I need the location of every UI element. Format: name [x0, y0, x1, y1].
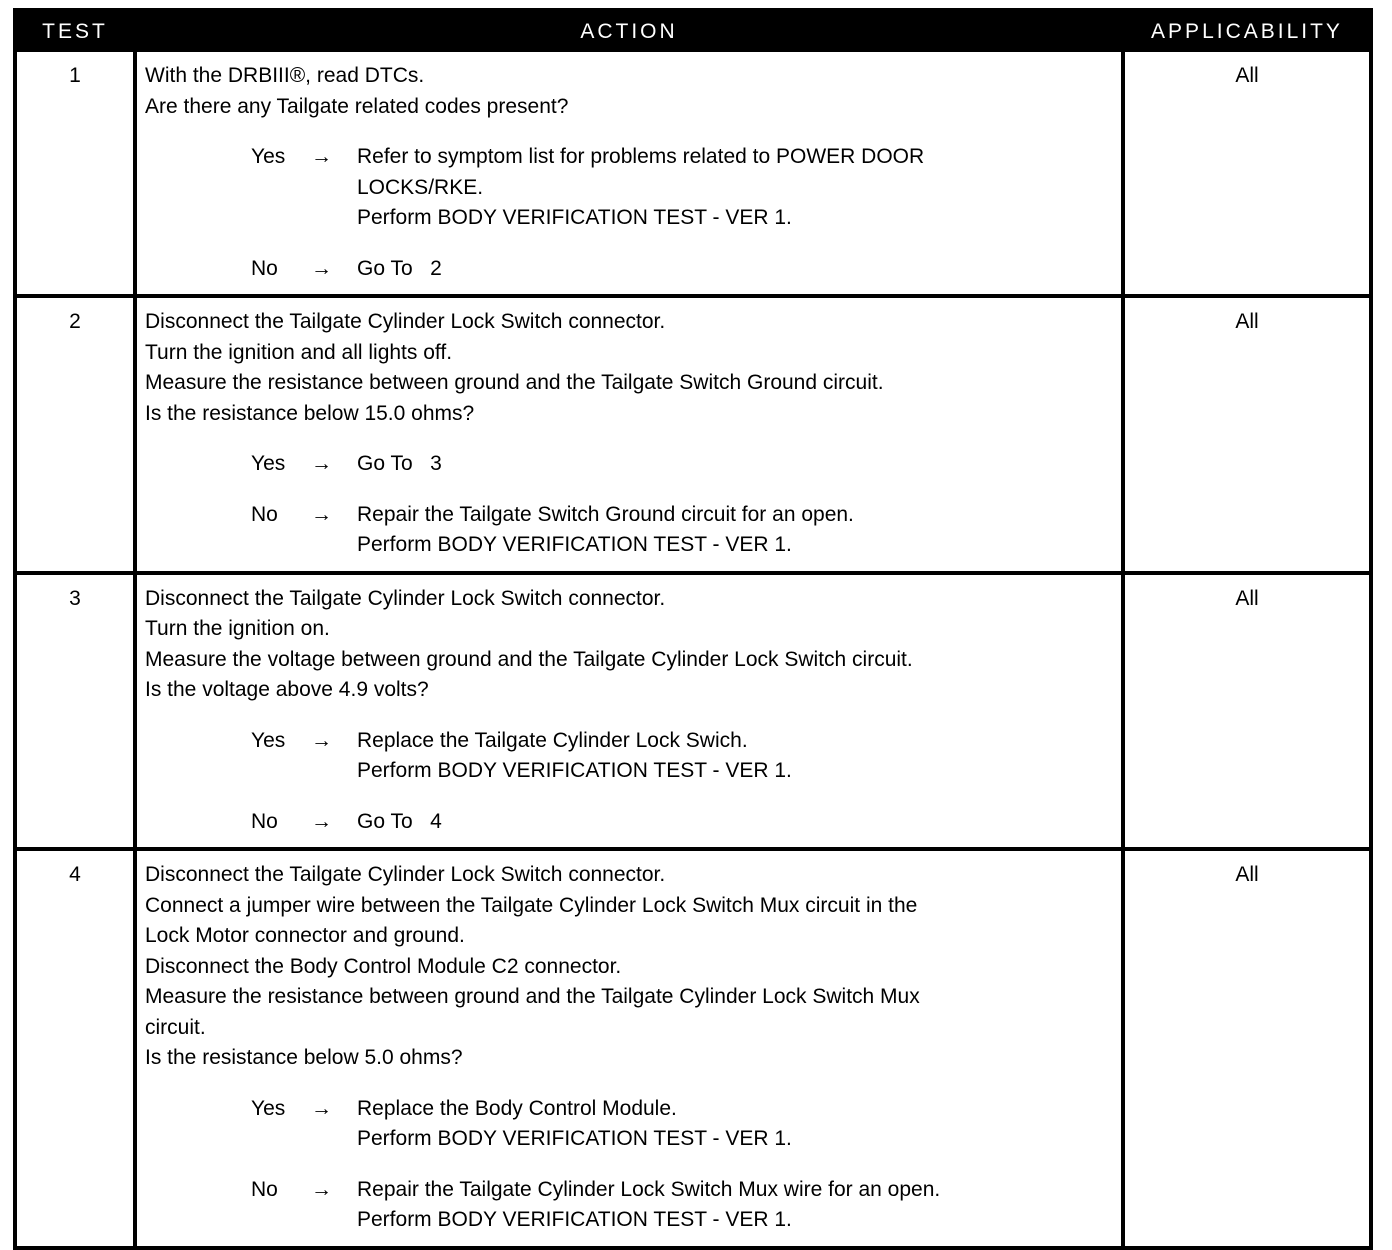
branch-line: Replace the Body Control Module.	[357, 1096, 677, 1120]
arrow-glyph: →	[311, 728, 332, 752]
branch-text	[357, 142, 1113, 234]
branch-line: Perform BODY VERIFICATION TEST - VER 1.	[357, 1208, 792, 1231]
branch-text	[357, 1175, 1113, 1236]
branch-text	[357, 726, 1113, 787]
branch-yes	[145, 726, 1113, 787]
action-cell	[135, 296, 1123, 573]
branch-line: Perform BODY VERIFICATION TEST - VER 1.	[357, 533, 792, 556]
applicability-cell: All	[1123, 849, 1369, 1246]
branch-yes	[145, 142, 1113, 234]
branch-label: No	[251, 256, 278, 280]
action-cell	[135, 849, 1123, 1246]
action-line: Is the resistance below 15.0 ohms?	[145, 401, 475, 425]
arrow-glyph: →	[311, 1177, 332, 1201]
table-header	[17, 12, 1369, 52]
action-line: Disconnect the Tailgate Cylinder Lock Switch connector.	[145, 863, 666, 886]
test-number: 1	[17, 52, 135, 296]
action-line: Is the resistance below 5.0 ohms?	[145, 1046, 463, 1069]
branch-line: Repair the Tailgate Cylinder Lock Switch Mux wire for an open.	[357, 1177, 941, 1201]
action-line: Disconnect the Tailgate Cylinder Lock Switch connector.	[145, 310, 666, 333]
action-line: Disconnect the Body Control Module C2 connector.	[145, 954, 622, 978]
action-line: With the DRBIII®, read DTCs.	[145, 64, 425, 87]
test-table	[17, 12, 1369, 1246]
branch-no	[145, 254, 1113, 285]
header-row	[17, 12, 1369, 52]
action-line: circuit.	[145, 1015, 206, 1039]
branch-line: Go To 4	[357, 809, 442, 833]
branch-yes	[145, 1094, 1113, 1155]
test-number: 3	[17, 573, 135, 850]
branch-text	[357, 449, 1113, 480]
action-cell	[135, 52, 1123, 296]
test-number: 2	[17, 296, 135, 573]
branch-line: Go To 2	[357, 256, 442, 280]
arrow-glyph: →	[311, 1096, 332, 1120]
branch-line: Perform BODY VERIFICATION TEST - VER 1.	[357, 1127, 792, 1150]
header-action: ACTION	[135, 12, 1123, 52]
test-number: 4	[17, 849, 135, 1246]
action-line: Connect a jumper wire between the Tailgate Cylinder Lock Switch Mux circuit in the	[145, 893, 918, 917]
header-applicability: APPLICABILITY	[1123, 12, 1369, 52]
branch-line: Perform BODY VERIFICATION TEST - VER 1.	[357, 206, 792, 229]
applicability-cell: All	[1123, 296, 1369, 573]
branch-no	[145, 807, 1113, 838]
action-line: Measure the resistance between ground and the Tailgate Switch Ground circuit.	[145, 371, 884, 394]
branch-line: Go To 3	[357, 452, 442, 475]
action-line: Turn the ignition and all lights off.	[145, 340, 453, 364]
branch-line: Repair the Tailgate Switch Ground circuit for an open.	[357, 502, 854, 526]
action-line: Measure the voltage between ground and the Tailgate Cylinder Lock Switch circuit.	[145, 647, 913, 671]
arrow-glyph: →	[311, 502, 332, 526]
arrow-glyph: →	[311, 256, 332, 280]
branch-line: Perform BODY VERIFICATION TEST - VER 1.	[357, 759, 792, 782]
branch-label: No	[251, 809, 278, 833]
branch-line: Refer to symptom list for problems related to POWER DOOR	[357, 145, 925, 168]
arrow-glyph: →	[311, 809, 332, 833]
branch-label: Yes	[251, 145, 286, 168]
action-line: Are there any Tailgate related codes present?	[145, 94, 569, 118]
applicability-cell: All	[1235, 64, 1259, 87]
branch-no	[145, 1175, 1113, 1236]
header-test: TEST	[17, 12, 135, 52]
branch-label: Yes	[251, 728, 286, 752]
branch-line: LOCKS/RKE.	[357, 175, 484, 199]
action-line: Measure the resistance between ground and the Tailgate Cylinder Lock Switch Mux	[145, 985, 920, 1008]
action-cell	[135, 573, 1123, 850]
action-line: Turn the ignition on.	[145, 617, 330, 640]
table-row	[17, 573, 1369, 850]
branch-label: Yes	[251, 1096, 286, 1120]
branch-text	[357, 254, 1113, 285]
action-line: Disconnect the Tailgate Cylinder Lock Switch connector.	[145, 586, 666, 610]
branch-label: No	[251, 1177, 278, 1201]
branch-text	[357, 500, 1113, 561]
branch-line: Replace the Tailgate Cylinder Lock Swich.	[357, 728, 748, 752]
branch-yes	[145, 449, 1113, 480]
action-line: Lock Motor connector and ground.	[145, 924, 465, 947]
applicability-cell: All	[1123, 573, 1369, 850]
branch-label: Yes	[251, 452, 286, 475]
arrow-glyph: →	[311, 452, 332, 475]
arrow-glyph: →	[311, 145, 332, 168]
table-row	[17, 52, 1369, 296]
diagnostic-test-table	[13, 8, 1373, 1250]
table-row	[17, 296, 1369, 573]
branch-no	[145, 500, 1113, 561]
branch-text	[357, 807, 1113, 838]
table-row	[17, 849, 1369, 1246]
branch-label: No	[251, 502, 278, 526]
branch-text	[357, 1094, 1113, 1155]
table-body	[17, 52, 1369, 1246]
action-line: Is the voltage above 4.9 volts?	[145, 678, 429, 701]
